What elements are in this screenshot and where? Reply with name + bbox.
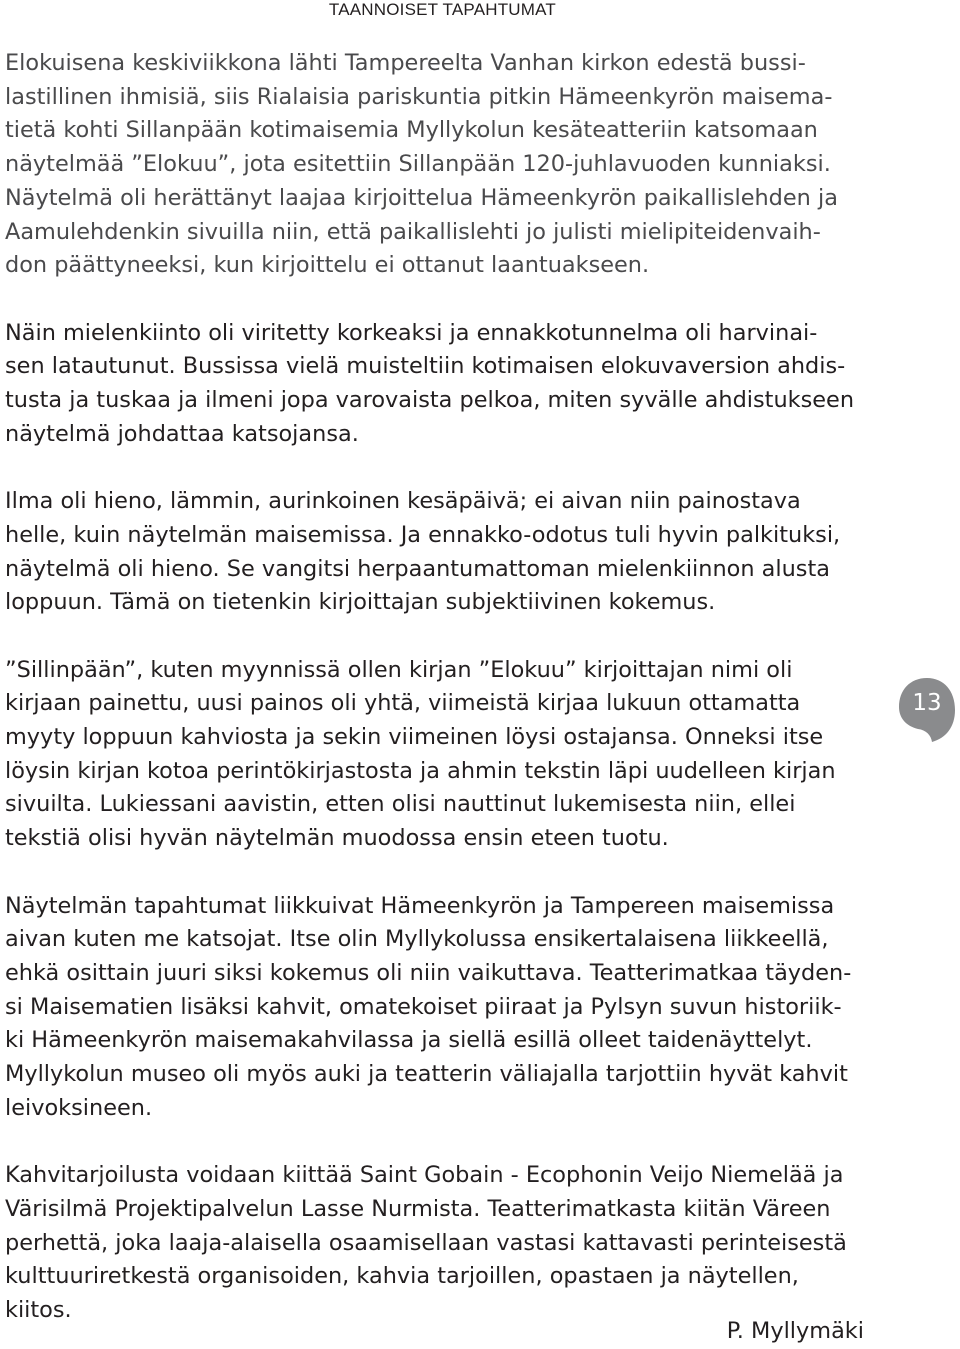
text-line: kirjaan painettu, uusi painos oli yhtä, viimeistä kirjaa lukuun ottamatta	[5, 690, 801, 717]
paragraph-gap	[5, 283, 885, 317]
paragraph-gap	[5, 856, 885, 890]
text-line: Ilma oli hieno, lämmin, aurinkoinen kesäpäivä; ei aivan niin painostava	[5, 488, 801, 515]
paragraph-gap	[5, 451, 885, 485]
text-line: myyty loppuun kahviosta ja sekin viimeinen löysi ostajansa. Onneksi itse	[5, 724, 824, 751]
paragraph-3	[5, 485, 885, 620]
text-line: Kahvitarjoilusta voidaan kiittää Saint Gobain - Ecophonin Veijo Niemelää ja	[5, 1162, 844, 1189]
text-line: si Maisematien lisäksi kahvit, omatekoiset piiraat ja Pylsyn suvun historiik-	[5, 993, 842, 1020]
text-line: näytelmää ”Elokuu”, jota esitettiin Sillanpään 120-juhlavuoden kunniaksi.	[5, 151, 831, 178]
text-line: aivan kuten me katsojat. Itse olin Myllykolussa ensikertalaisena liikkeellä,	[5, 926, 829, 953]
text-line: Aamulehdenkin sivuilla niin, että paikallislehti jo julisti mielipiteidenvaih-	[5, 218, 821, 245]
text-line: loppuun. Tämä on tietenkin kirjoittajan subjektiivinen kokemus.	[5, 589, 716, 616]
paragraph-4	[5, 654, 885, 856]
text-line: tusta ja tuskaa ja ilmeni jopa varovaista pelkoa, miten syvälle ahdistukseen	[5, 387, 855, 414]
text-line: tekstiä olisi hyvän näytelmän muodossa ensin eteen tuotu.	[5, 825, 669, 852]
text-line: Näin mielenkiinto oli viritetty korkeaksi ja ennakkotunnelma oli harvinai-	[5, 319, 818, 346]
text-line: Värisilmä Projektipalvelun Lasse Nurmista. Teatterimatkasta kiitän Väreen	[5, 1195, 831, 1222]
text-line: leivoksineen.	[5, 1094, 153, 1121]
text-line: kiitos.	[5, 1296, 72, 1323]
text-line: helle, kuin näytelmän maisemissa. Ja ennakko-odotus tuli hyvin palkituksi,	[5, 521, 841, 548]
text-line: Elokuisena keskiviikkona lähti Tampereelta Vanhan kirkon edestä bussi-	[5, 50, 806, 76]
text-line: näytelmä oli hieno. Se vangitsi herpaantumattoman mielenkiinnon alusta	[5, 555, 830, 582]
text-line: näytelmä johdattaa katsojansa.	[5, 420, 359, 447]
text-line: löysin kirjan kotoa perintökirjastosta ja ahmin tekstin läpi uudelleen kirjan	[5, 757, 836, 784]
section-header: TAANNOISET TAPAHTUMAT	[328, 0, 556, 19]
text-line: sivuilta. Lukiessani aavistin, etten olisi nauttinut lukemisesta niin, ellei	[5, 791, 796, 818]
text-line: Näytelmä oli herättänyt laajaa kirjoittelua Hämeenkyrön paikallislehden ja	[5, 184, 838, 211]
text-line: sen latautunut. Bussissa vielä muisteltiin kotimaisen elokuvaversion ahdis-	[5, 353, 846, 380]
text-line: ”Sillinpään”, kuten myynnissä ollen kirjan ”Elokuu” kirjoittajan nimi oli	[5, 656, 793, 683]
text-line: perhettä, joka laaja-alaisella osaamisellaan vastasi kattavasti perinteisestä	[5, 1229, 847, 1256]
paragraph-5	[5, 890, 885, 1126]
paragraph-gap	[5, 1125, 885, 1159]
text-line: ki Hämeenkyrön maisemakahvilassa ja siellä esillä olleet taidenäyttelyt.	[5, 1027, 813, 1054]
paragraph-gap	[5, 620, 885, 654]
page-number: 13	[912, 690, 942, 716]
paragraph-2	[5, 317, 885, 452]
text-line: Myllykolun museo oli myös auki ja teatterin väliajalla tarjottiin hyvät kahvit	[5, 1061, 848, 1088]
text-line: lastillinen ihmisiä, siis Rialaisia pariskuntia pitkin Hämeenkyrön maisema-	[5, 83, 833, 110]
text-line: tietä kohti Sillanpään kotimaisemia Myllykolun kesäteatteriin katsomaan	[5, 117, 818, 144]
paragraph-6	[5, 1159, 885, 1328]
article-body	[5, 47, 885, 1328]
text-line: Näytelmän tapahtumat liikkuivat Hämeenkyrön ja Tampereen maisemissa	[5, 892, 835, 919]
text-line: ehkä osittain juuri siksi kokemus oli niin vaikuttava. Teatterimatkaa täyden-	[5, 959, 852, 986]
author-signature: P. Myllymäki	[726, 1318, 864, 1344]
text-line: kulttuuriretkestä organisoiden, kahvia tarjoillen, opastaen ja näytellen,	[5, 1263, 799, 1290]
text-line: don päättyneeksi, kun kirjoittelu ei ottanut laantuakseen.	[5, 252, 650, 279]
paragraph-1	[5, 47, 885, 283]
